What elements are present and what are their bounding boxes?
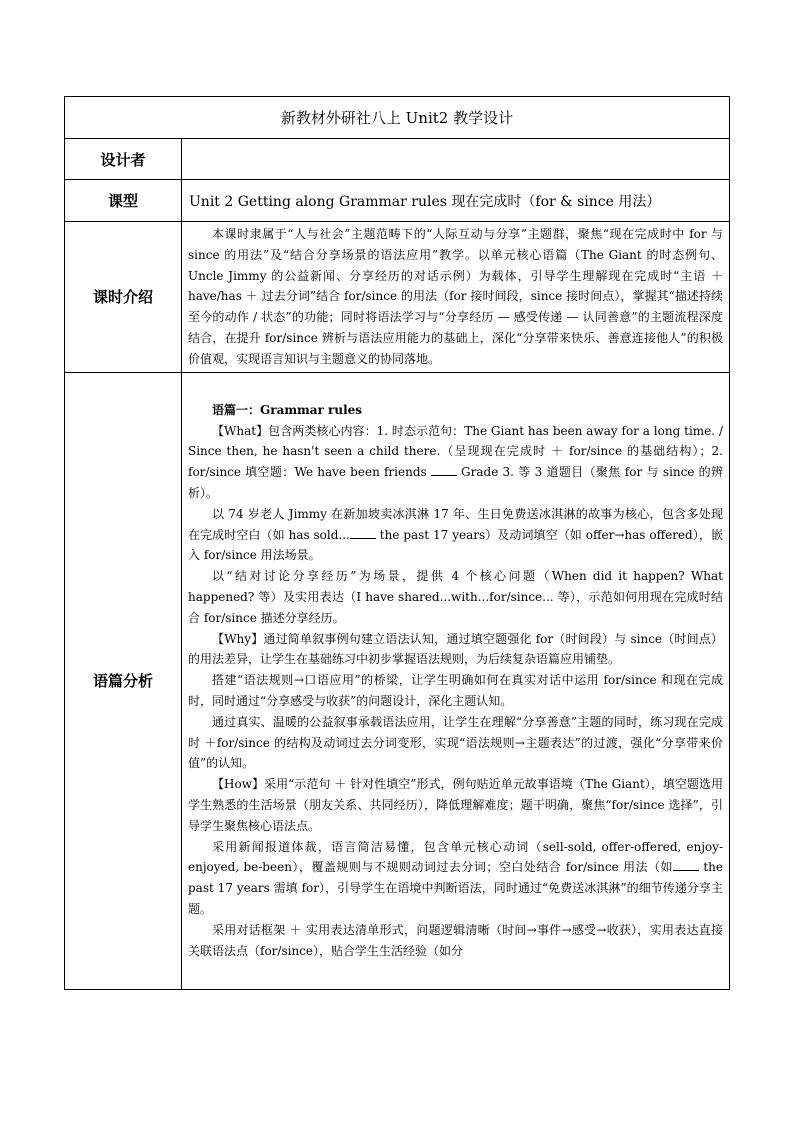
analysis-paragraph-bridge: 搭建“语法规则→口语应用”的桥梁，让学生明确如何在真实对话中运用 for/since 和现在完成时，同时通过“分享感受与收获”的问题设计，深化主题认知。	[188, 673, 723, 708]
fill-blank	[431, 463, 457, 476]
document-title: 新教材外研社八上 Unit2 教学设计	[65, 97, 730, 139]
why-text: 【Why】通过简单叙事例句建立语法认知，通过填空题强化 for（时间段）与 since（时间点）的用法差异，让学生在基础练习中初步掌握语法规则，为后续复杂语篇应用铺垫。	[188, 631, 723, 667]
intro-text-cell	[182, 222, 730, 373]
lesson-type-value: Unit 2 Getting along Grammar rules 现在完成时（for & since 用法）	[182, 180, 730, 222]
title-row	[65, 97, 730, 139]
analysis-text-cell	[182, 372, 730, 989]
designer-value	[182, 139, 730, 180]
fill-blank	[673, 858, 699, 871]
section-title	[188, 400, 723, 421]
fill-blank	[350, 526, 376, 539]
analysis-paragraph-framework: 采用对话框架 ＋ 实用表达清单形式，问题逻辑清晰（时间→事件→感受→收获），实用表达直接关联语法点（for/since），贴合学生生活经验（如分	[188, 922, 723, 958]
jimmy-text: 以 74 岁老人 Jimmy 在新加坡卖冰淇淋 17 年、生日免费送冰淇淋的故事为核心，包含多处现在完成时空白（如 has sold...	[188, 506, 723, 542]
jimmy-text-cont: the past 17 years）及动词填空（如 offer→has offered），嵌入 for/since 用法场景。	[188, 527, 723, 563]
analysis-paragraph-dialogue: 以“结对讨论分享经历”为场景，提供 4 个核心问题（When did it happen? What happened? 等）及实用表达（I have shared...with...for/since... 等），示范如何用现在完成时结合 for/since 描述分享经历。	[188, 569, 723, 625]
designer-label: 设计者	[65, 139, 182, 180]
how-text: 【How】采用“示范句 ＋ 针对性填空”形式，例句贴近单元故事语境（The Giant），填空题选用学生熟悉的生活场景（朋友关系、共同经历），降低理解难度；题干明确，聚焦“for/since 选择”，引导学生聚焦核心语法点。	[188, 777, 723, 833]
designer-row	[65, 139, 730, 180]
analysis-paragraph-how	[188, 774, 723, 836]
lesson-type-label: 课型	[65, 180, 182, 222]
intro-row	[65, 222, 730, 373]
lesson-type-row	[65, 180, 730, 222]
analysis-paragraph-charity: 通过真实、温暖的公益叙事承载语法应用，让学生在理解“分享善意”主题的同时，练习现在完成时 ＋for/since 的结构及动词过去分词变形，实现“语法规则→主题表达”的过渡，强化“分享带来价值”的认知。	[188, 714, 723, 771]
analysis-paragraph-why	[188, 629, 723, 671]
what-text-cont: Grade 3. 等 3 道题目（聚焦 for 与 since 的辨析）。	[188, 465, 723, 500]
intro-paragraph: 本课时隶属于“人与社会”主题范畴下的“人际互动与分享”主题群，聚焦“现在完成时中 for 与 since 的用法”及“结合分享场景的语法应用”教学。以单元核心语篇（The Giant 的时态例句、Uncle Jimmy 的公益新闻、分享经历的对话示例）为载体，引导学生理解现在完成时“主语 ＋have/has ＋ 过去分词”结合 for/since 的用法（for 接时间段，since 接时间点），掌握其“描述持续至今的动作 / 状态”的功能；同时将语法学习与“分享经历 — 感受传递 — 认同善意”的主题流程深度结合，在提升 for/since 辨析与语法应用能力的基础上，深化“分享带来快乐、善意连接他人”的积极价值观，实现语言知识与主题意义的协同落地。	[188, 227, 723, 366]
section-title-text: 语篇一：Grammar rules	[212, 402, 363, 417]
analysis-paragraph-what	[188, 421, 723, 504]
what-text: 【What】包含两类核心内容：1. 时态示范句：The Giant has been away for a long time. / Since then, he hasn't seen a child there.（呈现现在完成时 ＋ for/since 的基础结构）；2. for/since 填空题：We have been friends	[188, 423, 723, 480]
news-text-cont: the past 17 years 需填 for），引导学生在语境中判断语法，同时通过“免费送冰淇淋”的细节传递分享主题。	[188, 860, 723, 916]
lesson-plan-table	[64, 96, 730, 990]
news-text: 采用新闻报道体裁，语言简洁易懂，包含单元核心动词（sell-sold, offer-offered, enjoy-enjoyed, be-been），覆盖规则与不规则动词过去分词；空白处结合 for/since 用法（如	[188, 839, 723, 875]
analysis-paragraph-jimmy	[188, 504, 723, 566]
analysis-paragraph-news	[188, 837, 723, 920]
analysis-row	[65, 372, 730, 989]
analysis-label: 语篇分析	[65, 372, 182, 989]
intro-label: 课时介绍	[65, 222, 182, 373]
